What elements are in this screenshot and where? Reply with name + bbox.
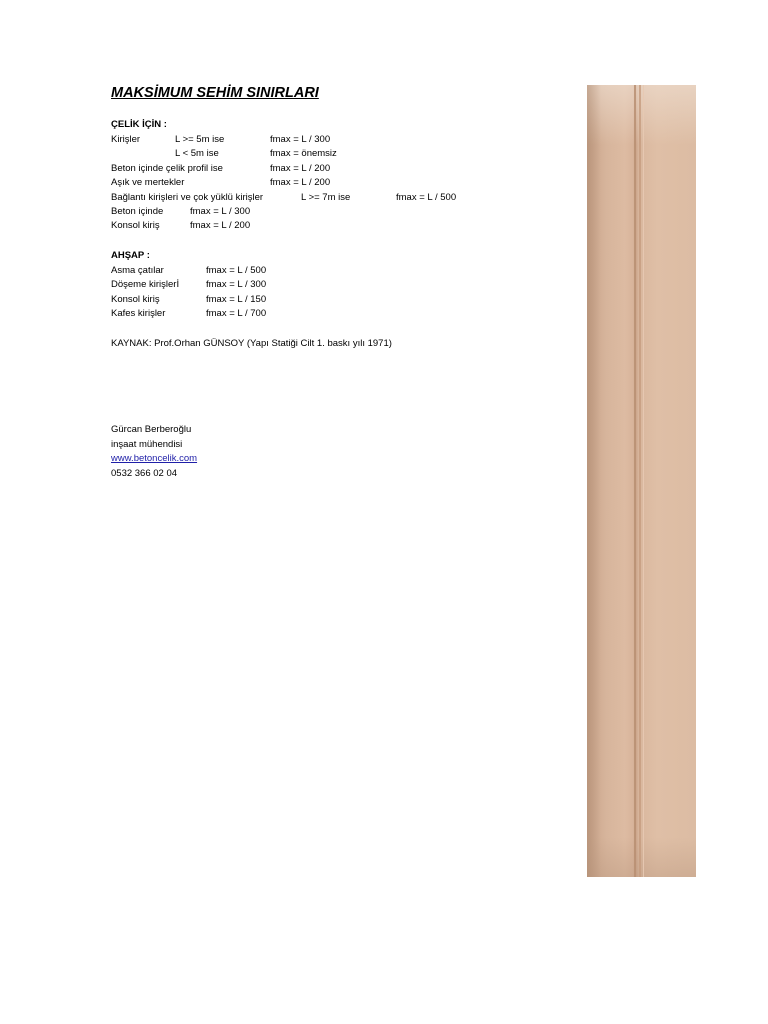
celik-row-condition: L >= 7m ise [301,192,351,203]
celik-row-label: Aşık ve mertekler [111,177,185,188]
author-phone: 0532 366 02 04 [111,468,178,479]
celik-row-formula: fmax = L / 300 [190,206,251,217]
ahsap-row-label: Asma çatılar [111,265,164,276]
ahsap-row-formula: fmax = L / 300 [206,279,267,290]
folded-paper-photo [587,85,696,877]
ahsap-heading: AHŞAP : [111,250,150,261]
celik-row-formula: fmax = L / 300 [270,134,331,145]
ahsap-row-label: Döşeme kirişlerİ [111,279,180,290]
celik-row-formula: fmax = L / 200 [270,163,331,174]
celik-row-label: Beton içinde [111,206,164,217]
ahsap-row-formula: fmax = L / 700 [206,308,267,319]
document-title: MAKSİMUM SEHİM SINIRLARI [111,85,319,101]
celik-heading: ÇELİK İÇİN : [111,119,167,130]
author-profession: inşaat mühendisi [111,439,183,450]
website-link[interactable]: www.betoncelik.com [111,453,198,464]
ahsap-row-formula: fmax = L / 500 [206,265,267,276]
celik-row-condition: L < 5m ise [175,148,219,159]
celik-row-label: Konsol kiriş [111,220,160,231]
ahsap-row-formula: fmax = L / 150 [206,294,267,305]
ahsap-row-label: Kafes kirişler [111,308,166,319]
celik-row-label: Bağlantı kirişleri ve çok yüklü kirişler [111,192,264,203]
celik-row-label: Beton içinde çelik profil ise [111,163,223,174]
celik-row-formula: fmax = L / 200 [270,177,331,188]
author-name: Gürcan Berberoğlu [111,424,192,435]
ahsap-row-label: Konsol kiriş [111,294,160,305]
celik-row-formula: fmax = L / 200 [190,220,251,231]
source-citation: KAYNAK: Prof.Orhan GÜNSOY (Yapı Statiği Cilt 1. baskı yılı 1971) [111,338,392,349]
celik-row-formula: fmax = L / 500 [396,192,457,203]
celik-row-formula: fmax = önemsiz [270,148,337,159]
celik-row-label: Kirişler [111,134,141,145]
celik-row-condition: L >= 5m ise [175,134,225,145]
